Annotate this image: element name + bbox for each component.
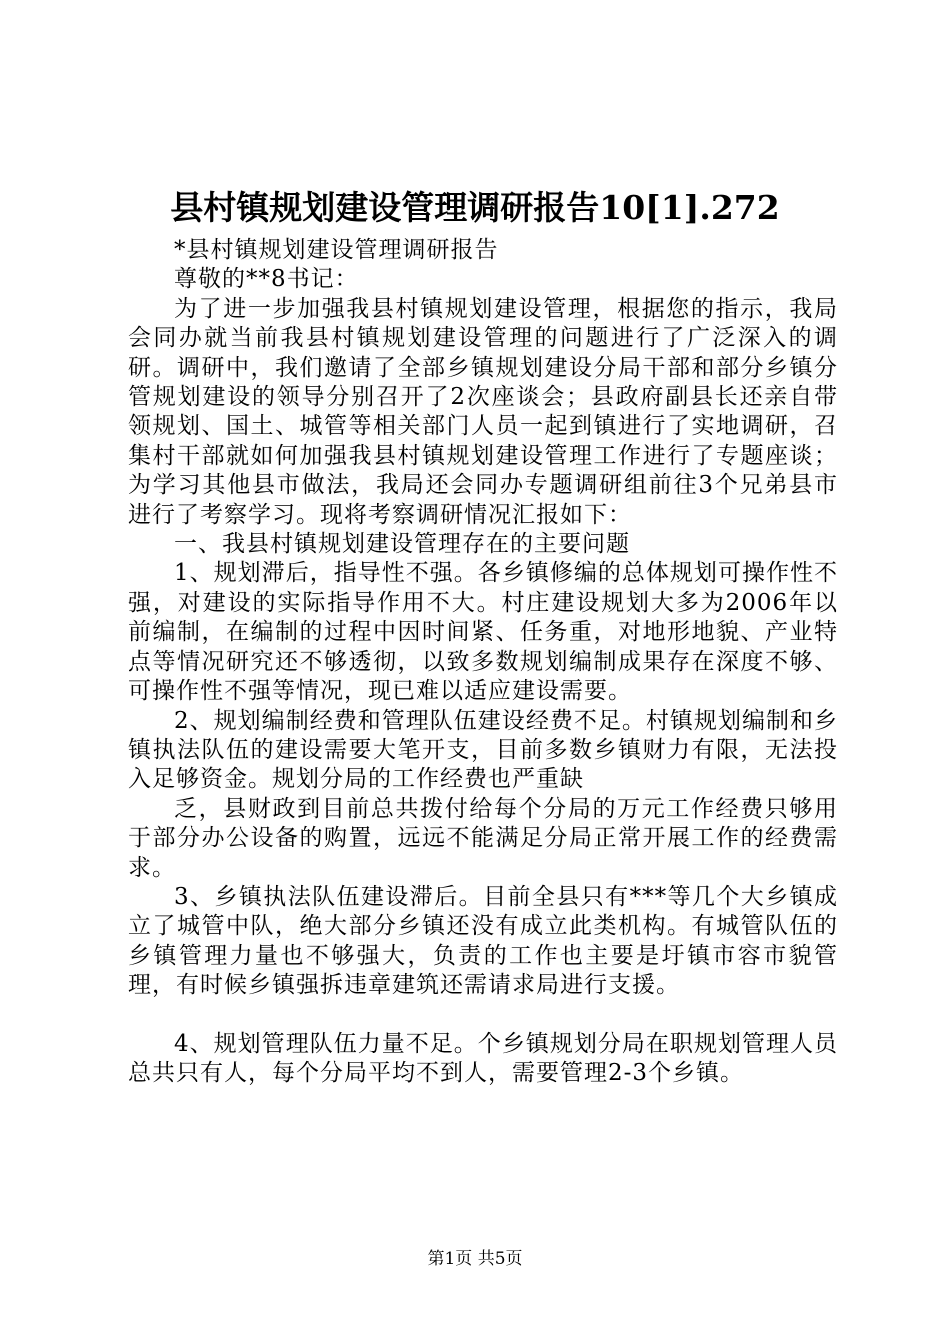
document-title: 县村镇规划建设管理调研报告10[1].272 — [170, 188, 780, 227]
document-body — [128, 236, 838, 1088]
problem-3-paragraph: 3、乡镇执法队伍建设滞后。目前全县只有***等几个大乡镇成立了城管中队，绝大部分乡镇还没有成立此类机构。有城管队伍的乡镇管理力量也不够强大，负责的工作也主要是圩镇市容市貌管理，有时候乡镇强拆违章建筑还需请求局进行支援。 — [128, 883, 838, 999]
report-subtitle: *县村镇规划建设管理调研报告 — [174, 237, 499, 263]
blank-line — [128, 1001, 838, 1030]
page-footer: 第1页 共5页 — [427, 1249, 523, 1269]
section-heading: 一、我县村镇规划建设管理存在的主要问题 — [174, 531, 630, 558]
intro-paragraph: 为了进一步加强我县村镇规划建设管理，根据您的指示，我局会同办就当前我县村镇规划建设管理的问题进行了广泛深入的调研。调研中，我们邀请了全部乡镇规划建设分局干部和部分乡镇分管规划建设的领导分别召开了2次座谈会；县政府副县长还亲自带领规划、国土、城管等相关部门人员一起到镇进行了实地调研，召集村干部就如何加强我县村镇规划建设管理工作进行了专题座谈；为学习其他县市做法，我局还会同办专题调研组前往3个兄弟县市进行了考察学习。现将考察调研情况汇报如下： — [128, 295, 838, 528]
problem-2-continued-paragraph: 乏，县财政到目前总共拨付给每个分局的万元工作经费只够用于部分办公设备的购置，远远不能满足分局正常开展工作的经费需求。 — [128, 795, 838, 881]
problem-4-paragraph: 4、规划管理队伍力量不足。个乡镇规划分局在职规划管理人员总共只有人，每个分局平均不到人，需要管理2-3个乡镇。 — [128, 1030, 838, 1086]
problem-2-paragraph: 2、规划编制经费和管理队伍建设经费不足。村镇规划编制和乡镇执法队伍的建设需要大笔开支，目前多数乡镇财力有限，无法投入足够资金。规划分局的工作经费也严重缺 — [128, 707, 838, 793]
salutation: 尊敬的**8书记： — [174, 266, 359, 293]
problem-1-paragraph: 1、规划滞后，指导性不强。各乡镇修编的总体规划可操作性不强，对建设的实际指导作用不大。村庄建设规划大多为2006年以前编制，在编制的过程中因时间紧、任务重，对地形地貌、产业特点等情况研究还不够透彻，以致多数规划编制成果存在深度不够、可操作性不强等情况，现已难以适应建设需要。 — [128, 560, 838, 705]
